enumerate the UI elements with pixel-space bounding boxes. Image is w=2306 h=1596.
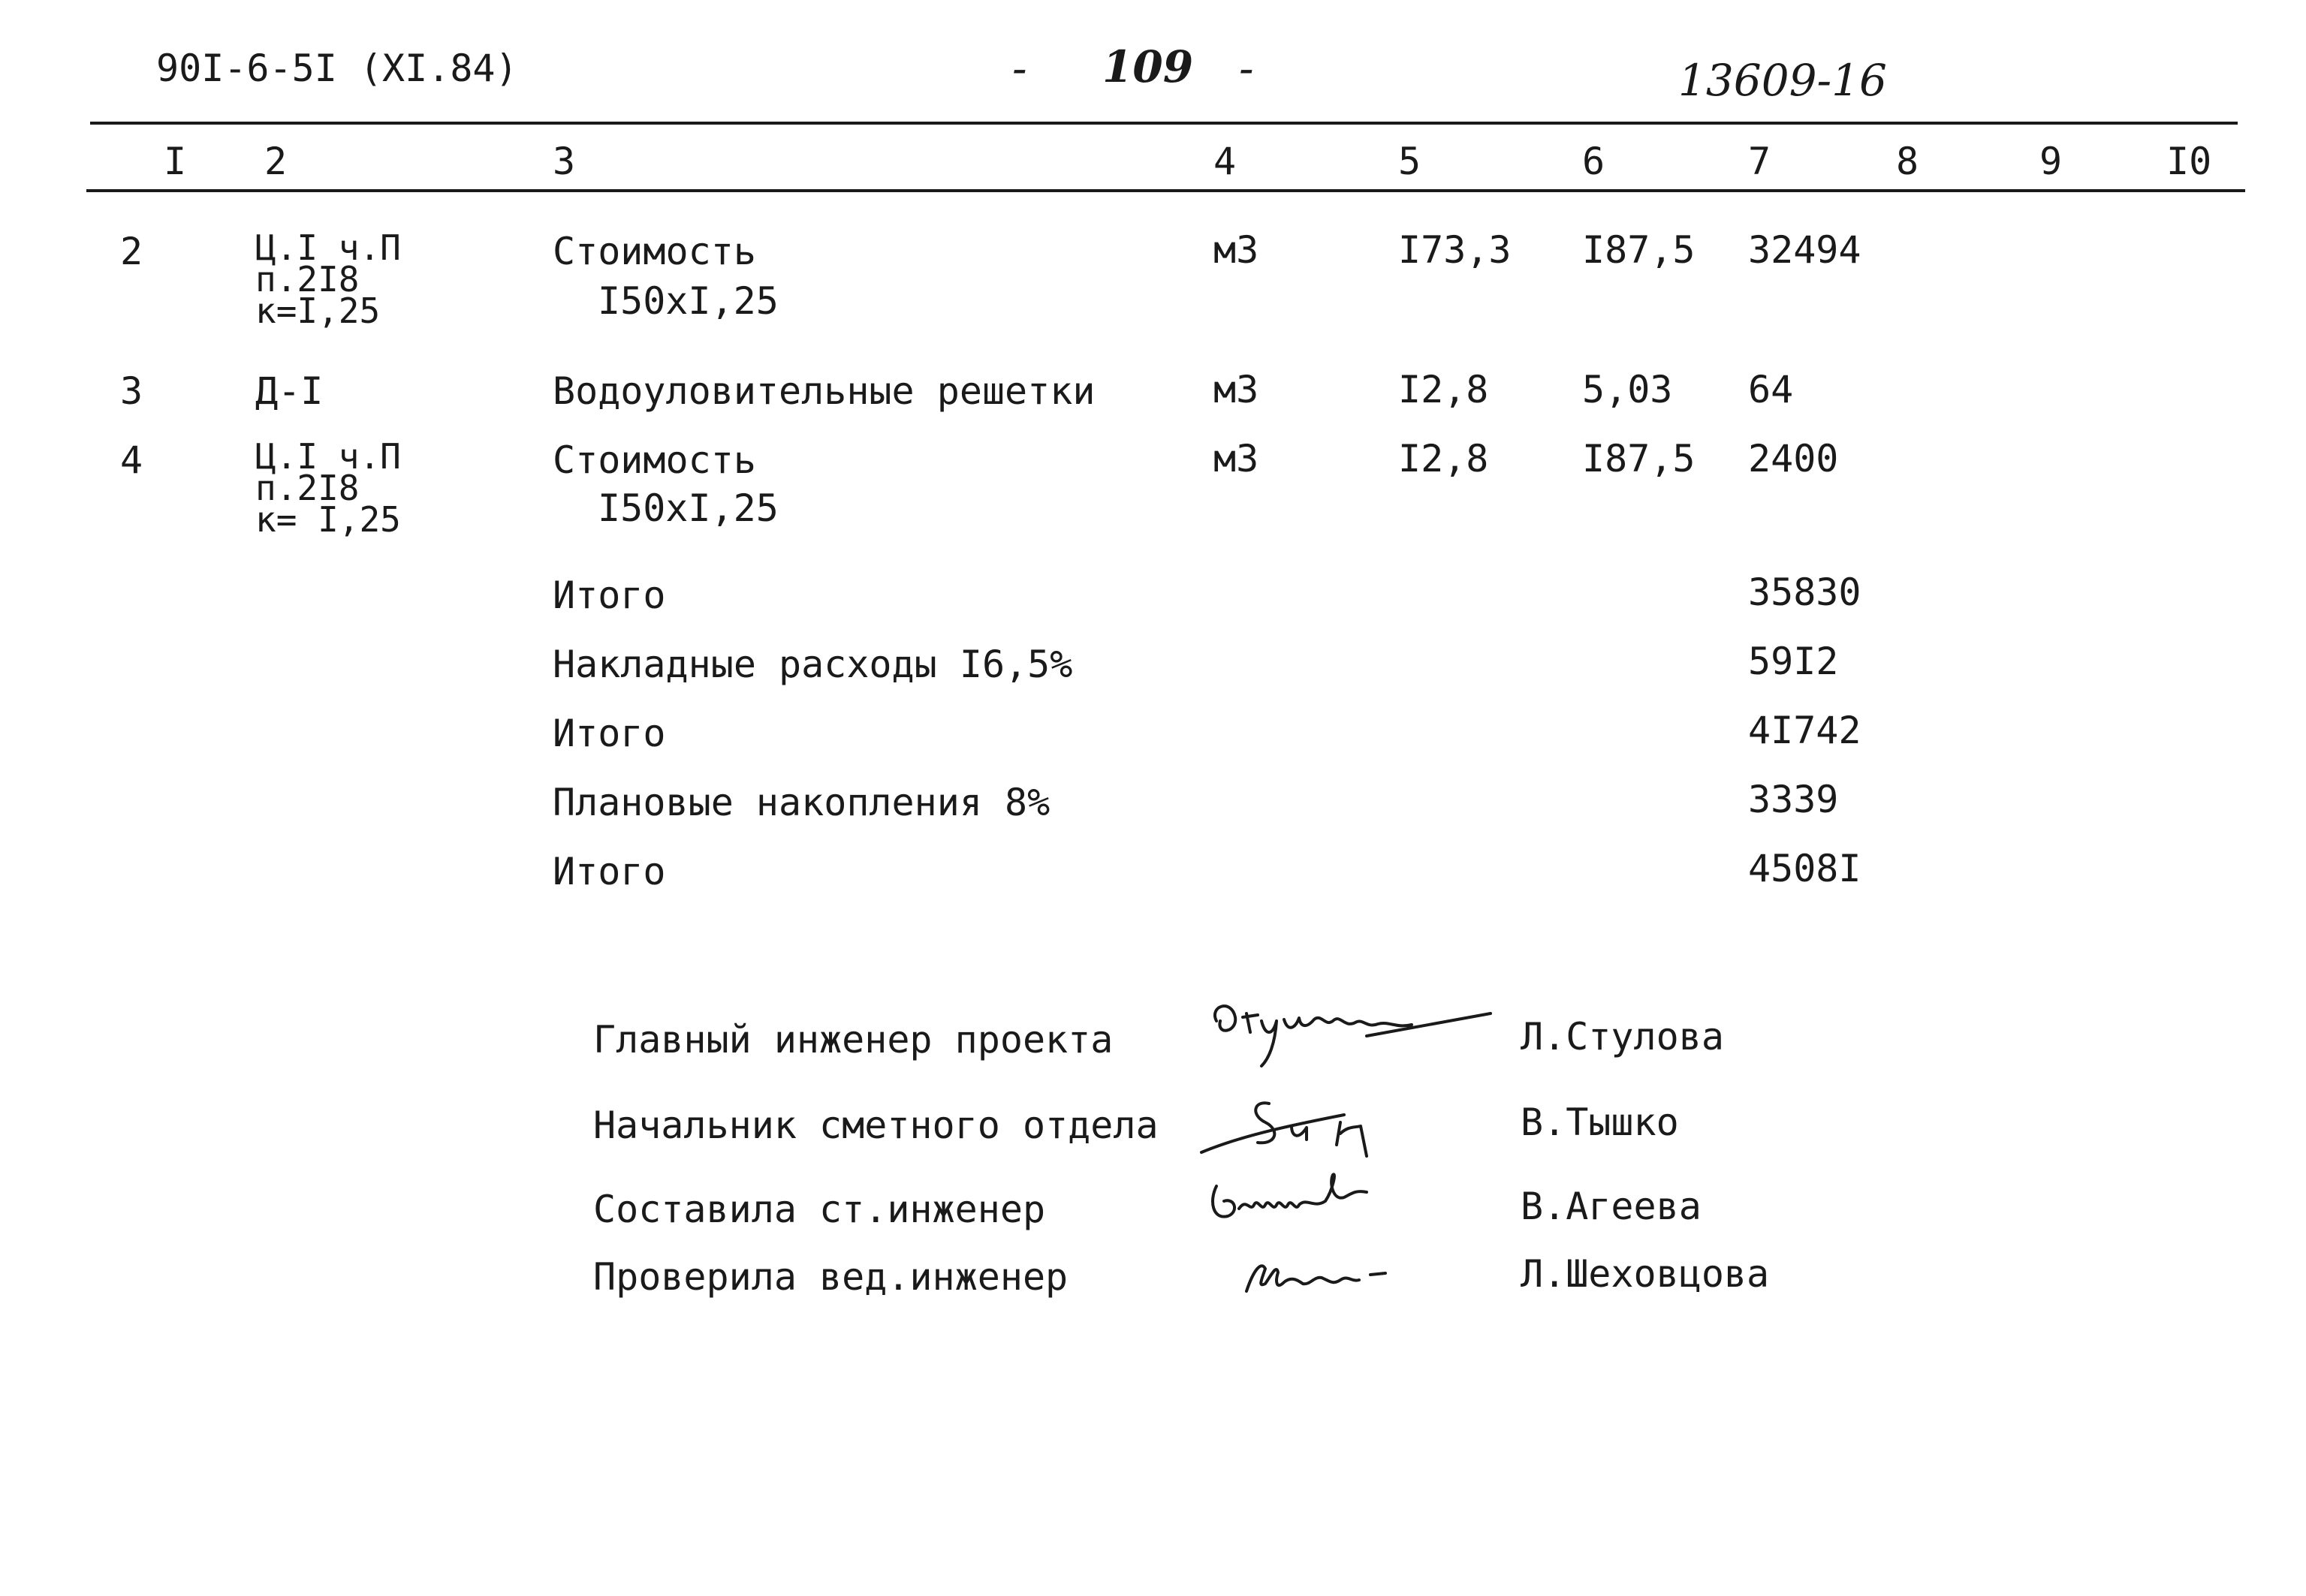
- signer-name: Л.Шеховцова: [1521, 1252, 1770, 1296]
- col-header-6: 6: [1582, 140, 1605, 183]
- table-row-ref: к=I,25: [255, 291, 381, 331]
- signer-name: Л.Стулова: [1521, 1015, 1724, 1058]
- summary-value: 59I2: [1748, 640, 1839, 683]
- table-row-name: I50xI,25: [598, 486, 779, 530]
- dash-left: -: [1012, 43, 1027, 94]
- summary-label: Итого: [553, 574, 666, 617]
- col-header-8: 8: [1896, 140, 1919, 183]
- top-rule: [90, 122, 2238, 125]
- table-row-price: I87,5: [1582, 437, 1696, 480]
- summary-label: Накладные расходы I6,5%: [553, 643, 1073, 686]
- signer-role: Начальник сметного отдела: [593, 1104, 1159, 1147]
- summary-value: 4508I: [1748, 847, 1861, 890]
- signature-ageeva: [1194, 1156, 1419, 1239]
- signature-stulova: [1201, 991, 1502, 1074]
- table-row-name: Стоимость: [553, 438, 756, 482]
- summary-value: 35830: [1748, 571, 1861, 614]
- table-row-unit: м3: [1213, 228, 1259, 272]
- col-header-2: 2: [264, 140, 288, 183]
- signer-role: Составила ст.инженер: [593, 1188, 1046, 1231]
- table-row-unit: м3: [1213, 368, 1259, 411]
- table-row-total: 32494: [1748, 228, 1861, 272]
- table-row-qty: I2,8: [1398, 368, 1489, 411]
- table-row-ref: п.2I8: [255, 259, 360, 300]
- signer-role: Главный инженер проекта: [593, 1018, 1114, 1061]
- col-header-9: 9: [2039, 140, 2063, 183]
- summary-value: 4I742: [1748, 709, 1861, 752]
- signer-name: В.Тышко: [1521, 1101, 1679, 1144]
- table-row-qty: I73,3: [1398, 228, 1512, 272]
- table-row-num: 2: [120, 230, 143, 273]
- col-header-10: I0: [2166, 140, 2212, 183]
- summary-label: Плановые накопления 8%: [553, 781, 1051, 824]
- table-row-total: 2400: [1748, 437, 1839, 480]
- sheet-code: 13609-16: [1678, 55, 1887, 106]
- table-row-qty: I2,8: [1398, 437, 1489, 480]
- doc-code: 90I-6-5I (XI.84): [156, 47, 518, 90]
- signer-role: Проверила вед.инженер: [593, 1255, 1069, 1299]
- col-header-7: 7: [1748, 140, 1771, 183]
- col-header-3: 3: [553, 140, 576, 183]
- table-row-ref: Ц.I ч.П: [255, 436, 401, 477]
- table-row-price: 5,03: [1582, 368, 1673, 411]
- col-header-1: I: [164, 140, 187, 183]
- page-number: 109: [1102, 41, 1194, 92]
- table-row-unit: м3: [1213, 437, 1259, 480]
- header-rule: [86, 189, 2245, 192]
- col-header-4: 4: [1213, 140, 1237, 183]
- table-row-price: I87,5: [1582, 228, 1696, 272]
- summary-label: Итого: [553, 712, 666, 755]
- table-row-total: 64: [1748, 368, 1794, 411]
- table-row-ref: к= I,25: [255, 499, 401, 540]
- col-header-5: 5: [1398, 140, 1421, 183]
- signer-name: В.Агеева: [1521, 1185, 1702, 1228]
- table-row-num: 4: [120, 438, 143, 482]
- table-row-name: I50xI,25: [598, 279, 779, 323]
- summary-label: Итого: [553, 850, 666, 893]
- table-row-ref: Ц.I ч.П: [255, 227, 401, 268]
- table-row-num: 3: [120, 369, 143, 413]
- summary-value: 3339: [1748, 778, 1839, 821]
- signature-tyshko: [1186, 1081, 1427, 1164]
- table-row-name: Водоуловительные решетки: [553, 369, 1096, 413]
- signature-shekhovtsova: [1231, 1239, 1412, 1306]
- table-row-ref: Д-I: [255, 369, 324, 413]
- dash-right: -: [1239, 43, 1254, 94]
- table-row-name: Стоимость: [553, 230, 756, 273]
- table-row-ref: п.2I8: [255, 468, 360, 508]
